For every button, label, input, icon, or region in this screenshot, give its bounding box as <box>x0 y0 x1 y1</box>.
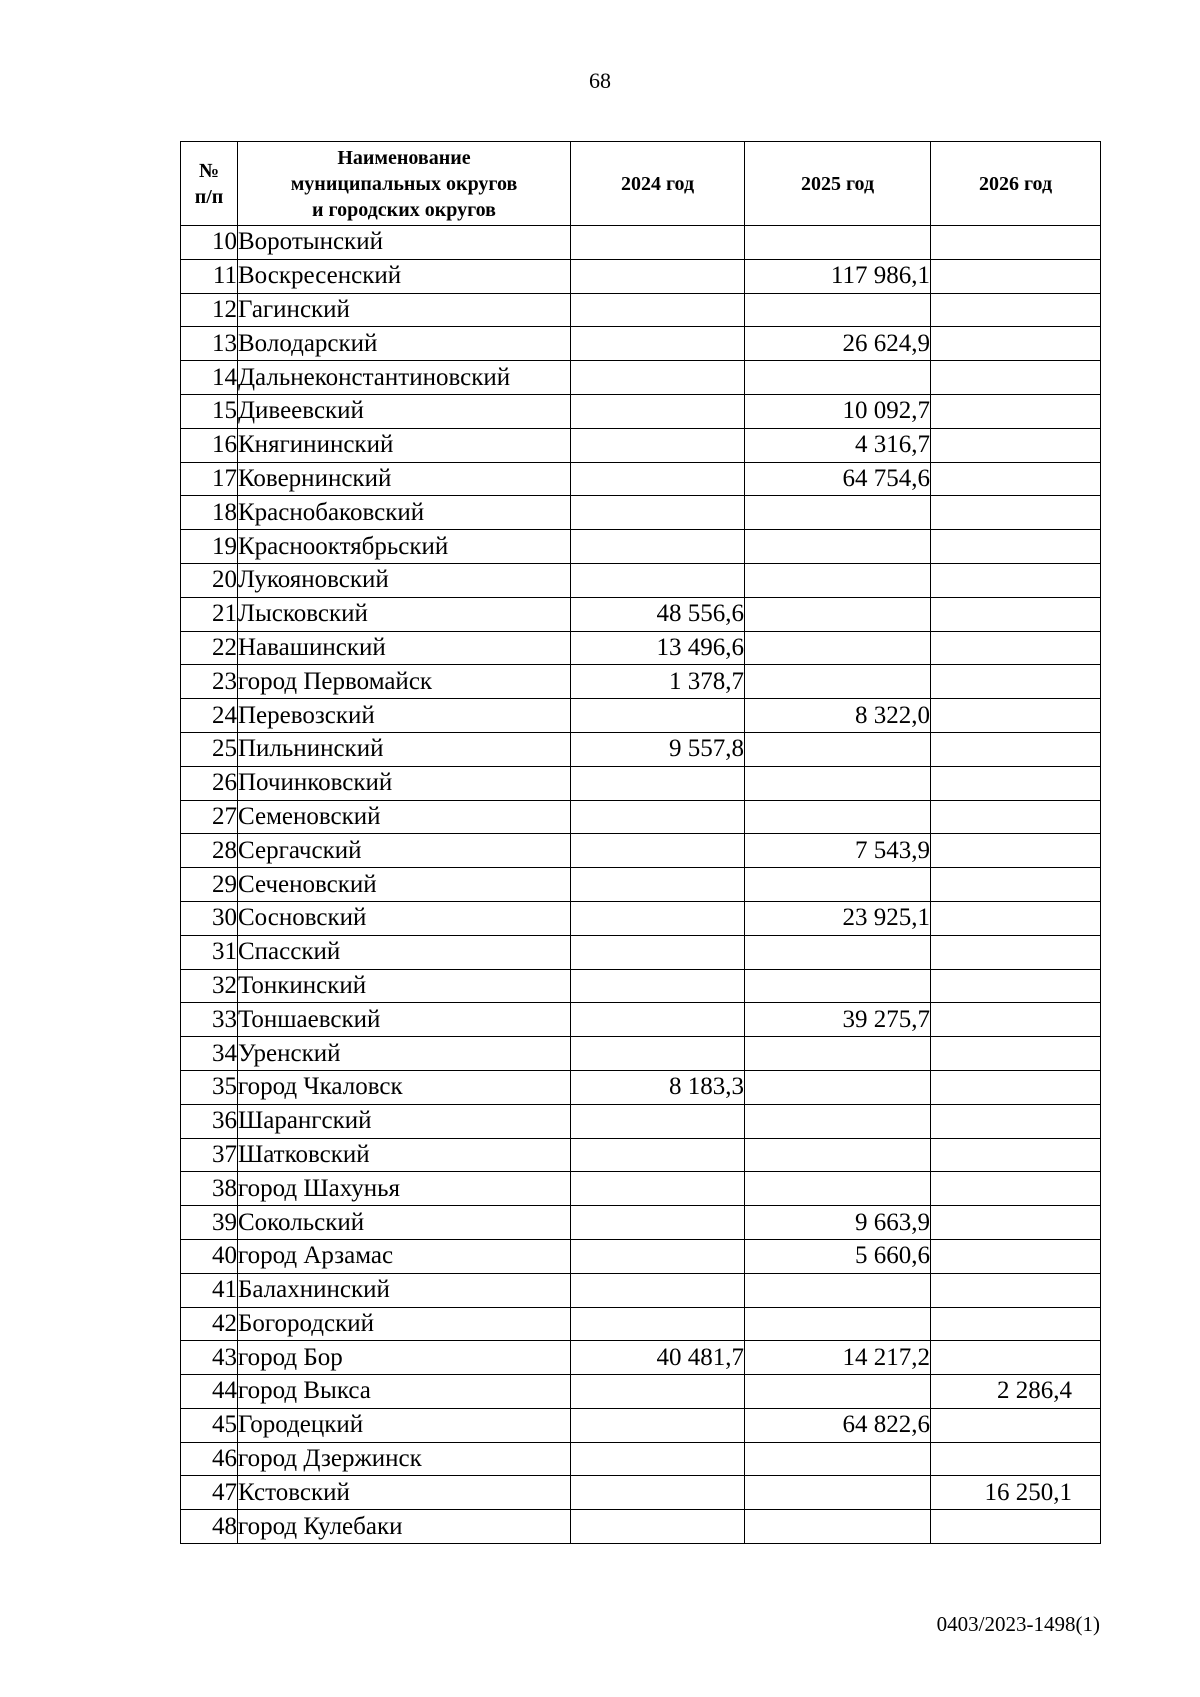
value-2026-cell <box>931 1104 1101 1138</box>
value-2026-cell <box>931 1070 1101 1104</box>
district-name-cell: Навашинский <box>238 631 571 665</box>
value-2025-cell <box>745 1510 931 1544</box>
value-2024-cell <box>571 1037 745 1071</box>
value-2026-cell <box>931 1307 1101 1341</box>
row-number-cell: 37 <box>181 1138 238 1172</box>
value-2024-cell <box>571 834 745 868</box>
table-row <box>181 1172 1101 1206</box>
value-2024-cell: 8 183,3 <box>571 1070 745 1104</box>
value-2025-cell <box>745 293 931 327</box>
value-2025-cell <box>745 361 931 395</box>
table-row <box>181 226 1101 260</box>
value-2024-cell <box>571 969 745 1003</box>
district-name-cell: город Выкса <box>238 1375 571 1409</box>
table-row <box>181 1375 1101 1409</box>
row-number-cell: 42 <box>181 1307 238 1341</box>
table-row <box>181 462 1101 496</box>
district-name-cell: Шарангский <box>238 1104 571 1138</box>
table-row <box>181 394 1101 428</box>
row-number-cell: 44 <box>181 1375 238 1409</box>
value-2024-cell <box>571 1003 745 1037</box>
value-2026-cell <box>931 1442 1101 1476</box>
table-row <box>181 834 1101 868</box>
value-2025-cell: 39 275,7 <box>745 1003 931 1037</box>
col-header-number-line1: № <box>198 159 220 182</box>
value-2024-cell <box>571 361 745 395</box>
table-row <box>181 428 1101 462</box>
row-number-cell: 27 <box>181 800 238 834</box>
value-2026-cell <box>931 868 1101 902</box>
value-2024-cell <box>571 1206 745 1240</box>
value-2024-cell <box>571 1273 745 1307</box>
row-number-cell: 17 <box>181 462 238 496</box>
value-2026-cell <box>931 1206 1101 1240</box>
district-name-cell: город Кулебаки <box>238 1510 571 1544</box>
row-number-cell: 11 <box>181 259 238 293</box>
value-2024-cell <box>571 496 745 530</box>
value-2024-cell <box>571 1510 745 1544</box>
value-2025-cell: 26 624,9 <box>745 327 931 361</box>
table-row <box>181 766 1101 800</box>
row-number-cell: 36 <box>181 1104 238 1138</box>
value-2025-cell <box>745 1070 931 1104</box>
value-2026-cell <box>931 1172 1101 1206</box>
value-2026-cell <box>931 699 1101 733</box>
document-code: 0403/2023-1498(1) <box>936 1612 1100 1636</box>
district-name-cell: Краснооктябрьский <box>238 530 571 564</box>
table-row <box>181 1206 1101 1240</box>
value-2026-cell <box>931 1510 1101 1544</box>
value-2026-cell <box>931 1273 1101 1307</box>
value-2025-cell: 8 322,0 <box>745 699 931 733</box>
table-row <box>181 1037 1101 1071</box>
value-2024-cell <box>571 226 745 260</box>
district-name-cell: Воротынский <box>238 226 571 260</box>
value-2024-cell <box>571 1307 745 1341</box>
value-2026-cell <box>931 1003 1101 1037</box>
col-header-number <box>181 142 238 226</box>
table-row <box>181 563 1101 597</box>
district-name-cell: город Шахунья <box>238 1172 571 1206</box>
value-2025-cell <box>745 935 931 969</box>
district-name-cell: Шатковский <box>238 1138 571 1172</box>
row-number-cell: 21 <box>181 597 238 631</box>
value-2025-cell <box>745 665 931 699</box>
district-name-cell: Балахнинский <box>238 1273 571 1307</box>
col-header-name <box>238 142 571 226</box>
row-number-cell: 18 <box>181 496 238 530</box>
district-name-cell: Перевозский <box>238 699 571 733</box>
district-name-cell: город Чкаловск <box>238 1070 571 1104</box>
value-2025-cell <box>745 226 931 260</box>
value-2025-cell: 5 660,6 <box>745 1239 931 1273</box>
table-row <box>181 530 1101 564</box>
value-2026-cell <box>931 496 1101 530</box>
table-row <box>181 1003 1101 1037</box>
district-name-cell: Княгининский <box>238 428 571 462</box>
table-row <box>181 699 1101 733</box>
col-header-name-line2: муниципальных округов <box>290 172 518 195</box>
value-2026-cell <box>931 1341 1101 1375</box>
value-2026-cell <box>931 1037 1101 1071</box>
value-2024-cell <box>571 530 745 564</box>
district-name-cell: Сеченовский <box>238 868 571 902</box>
value-2024-cell <box>571 1104 745 1138</box>
table-row <box>181 1070 1101 1104</box>
value-2025-cell: 7 543,9 <box>745 834 931 868</box>
value-2024-cell: 48 556,6 <box>571 597 745 631</box>
value-2024-cell <box>571 901 745 935</box>
value-2024-cell <box>571 1442 745 1476</box>
value-2026-cell <box>931 800 1101 834</box>
row-number-cell: 34 <box>181 1037 238 1071</box>
table-row <box>181 935 1101 969</box>
row-number-cell: 10 <box>181 226 238 260</box>
col-header-name-line3: и городских округов <box>312 198 496 221</box>
row-number-cell: 46 <box>181 1442 238 1476</box>
value-2026-cell <box>931 327 1101 361</box>
value-2026-cell <box>931 834 1101 868</box>
district-name-cell: Лукояновский <box>238 563 571 597</box>
row-number-cell: 41 <box>181 1273 238 1307</box>
table-row <box>181 1273 1101 1307</box>
value-2024-cell <box>571 293 745 327</box>
value-2026-cell <box>931 935 1101 969</box>
municipal-districts-table <box>180 141 1101 1544</box>
value-2026-cell <box>931 361 1101 395</box>
value-2026-cell <box>931 665 1101 699</box>
table-row <box>181 1476 1101 1510</box>
row-number-cell: 22 <box>181 631 238 665</box>
value-2026-cell <box>931 394 1101 428</box>
value-2024-cell: 9 557,8 <box>571 732 745 766</box>
value-2025-cell <box>745 969 931 1003</box>
col-header-2025: 2025 год <box>745 142 931 226</box>
district-name-cell: Гагинский <box>238 293 571 327</box>
table-row <box>181 1138 1101 1172</box>
district-name-cell: Краснобаковский <box>238 496 571 530</box>
value-2025-cell <box>745 1037 931 1071</box>
value-2025-cell: 9 663,9 <box>745 1206 931 1240</box>
value-2025-cell: 64 754,6 <box>745 462 931 496</box>
value-2025-cell: 10 092,7 <box>745 394 931 428</box>
row-number-cell: 39 <box>181 1206 238 1240</box>
value-2024-cell <box>571 563 745 597</box>
row-number-cell: 40 <box>181 1239 238 1273</box>
value-2025-cell: 4 316,7 <box>745 428 931 462</box>
row-number-cell: 26 <box>181 766 238 800</box>
value-2026-cell <box>931 226 1101 260</box>
row-number-cell: 28 <box>181 834 238 868</box>
value-2024-cell: 13 496,6 <box>571 631 745 665</box>
col-header-number-line2: п/п <box>194 185 224 208</box>
value-2025-cell <box>745 1138 931 1172</box>
table-row <box>181 1239 1101 1273</box>
table-row <box>181 901 1101 935</box>
value-2026-cell <box>931 732 1101 766</box>
row-number-cell: 14 <box>181 361 238 395</box>
value-2025-cell <box>745 1442 931 1476</box>
value-2025-cell <box>745 1307 931 1341</box>
district-name-cell: Лысковский <box>238 597 571 631</box>
value-2026-cell: 16 250,1 <box>931 1476 1101 1510</box>
row-number-cell: 38 <box>181 1172 238 1206</box>
value-2026-cell <box>931 563 1101 597</box>
value-2024-cell <box>571 800 745 834</box>
row-number-cell: 20 <box>181 563 238 597</box>
row-number-cell: 31 <box>181 935 238 969</box>
value-2024-cell <box>571 1476 745 1510</box>
col-header-name-line1: Наименование <box>337 146 471 169</box>
table-row <box>181 1307 1101 1341</box>
district-name-cell: Сергачский <box>238 834 571 868</box>
row-number-cell: 19 <box>181 530 238 564</box>
value-2026-cell <box>931 530 1101 564</box>
district-name-cell: Уренский <box>238 1037 571 1071</box>
value-2025-cell <box>745 766 931 800</box>
value-2025-cell: 64 822,6 <box>745 1408 931 1442</box>
value-2025-cell <box>745 530 931 564</box>
value-2025-cell <box>745 1375 931 1409</box>
value-2026-cell <box>931 597 1101 631</box>
value-2026-cell <box>931 1408 1101 1442</box>
row-number-cell: 13 <box>181 327 238 361</box>
table-row <box>181 732 1101 766</box>
row-number-cell: 29 <box>181 868 238 902</box>
value-2024-cell <box>571 699 745 733</box>
district-name-cell: Сокольский <box>238 1206 571 1240</box>
row-number-cell: 12 <box>181 293 238 327</box>
table-row <box>181 597 1101 631</box>
district-name-cell: Богородский <box>238 1307 571 1341</box>
row-number-cell: 35 <box>181 1070 238 1104</box>
value-2025-cell <box>745 597 931 631</box>
district-name-cell: Дивеевский <box>238 394 571 428</box>
value-2024-cell <box>571 1172 745 1206</box>
district-name-cell: город Первомайск <box>238 665 571 699</box>
value-2026-cell <box>931 969 1101 1003</box>
table-row <box>181 969 1101 1003</box>
value-2024-cell <box>571 935 745 969</box>
table-row <box>181 868 1101 902</box>
value-2024-cell <box>571 766 745 800</box>
value-2024-cell <box>571 462 745 496</box>
table-row <box>181 800 1101 834</box>
district-name-cell: Воскресенский <box>238 259 571 293</box>
value-2025-cell <box>745 1273 931 1307</box>
district-name-cell: Пильнинский <box>238 732 571 766</box>
table-row <box>181 259 1101 293</box>
row-number-cell: 15 <box>181 394 238 428</box>
value-2024-cell <box>571 1138 745 1172</box>
table-row <box>181 1104 1101 1138</box>
value-2024-cell <box>571 868 745 902</box>
table-row <box>181 1442 1101 1476</box>
district-name-cell: Кстовский <box>238 1476 571 1510</box>
value-2025-cell <box>745 496 931 530</box>
value-2025-cell <box>745 1172 931 1206</box>
table-header-row <box>181 142 1101 226</box>
value-2025-cell: 23 925,1 <box>745 901 931 935</box>
row-number-cell: 48 <box>181 1510 238 1544</box>
value-2026-cell <box>931 1138 1101 1172</box>
table-row <box>181 631 1101 665</box>
page-number: 68 <box>589 68 611 93</box>
value-2026-cell <box>931 1239 1101 1273</box>
value-2024-cell <box>571 1408 745 1442</box>
value-2024-cell <box>571 394 745 428</box>
table-row <box>181 1408 1101 1442</box>
value-2025-cell <box>745 732 931 766</box>
value-2026-cell <box>931 766 1101 800</box>
value-2025-cell: 14 217,2 <box>745 1341 931 1375</box>
district-name-cell: Тонкинский <box>238 969 571 1003</box>
value-2024-cell: 1 378,7 <box>571 665 745 699</box>
row-number-cell: 32 <box>181 969 238 1003</box>
value-2024-cell: 40 481,7 <box>571 1341 745 1375</box>
district-name-cell: Тоншаевский <box>238 1003 571 1037</box>
col-header-2024: 2024 год <box>571 142 745 226</box>
table-row <box>181 496 1101 530</box>
district-name-cell: Спасский <box>238 935 571 969</box>
district-name-cell: город Дзержинск <box>238 1442 571 1476</box>
value-2025-cell <box>745 631 931 665</box>
row-number-cell: 16 <box>181 428 238 462</box>
table-row <box>181 361 1101 395</box>
col-header-2026: 2026 год <box>931 142 1101 226</box>
row-number-cell: 30 <box>181 901 238 935</box>
value-2026-cell <box>931 462 1101 496</box>
district-name-cell: Володарский <box>238 327 571 361</box>
table-row <box>181 1510 1101 1544</box>
row-number-cell: 47 <box>181 1476 238 1510</box>
value-2024-cell <box>571 1375 745 1409</box>
table-row <box>181 293 1101 327</box>
row-number-cell: 43 <box>181 1341 238 1375</box>
table-row <box>181 327 1101 361</box>
value-2024-cell <box>571 327 745 361</box>
value-2025-cell <box>745 868 931 902</box>
value-2026-cell <box>931 631 1101 665</box>
row-number-cell: 24 <box>181 699 238 733</box>
value-2024-cell <box>571 1239 745 1273</box>
row-number-cell: 33 <box>181 1003 238 1037</box>
value-2026-cell <box>931 293 1101 327</box>
row-number-cell: 25 <box>181 732 238 766</box>
district-name-cell: город Арзамас <box>238 1239 571 1273</box>
value-2025-cell <box>745 1104 931 1138</box>
value-2025-cell <box>745 1476 931 1510</box>
value-2026-cell <box>931 259 1101 293</box>
table-row <box>181 665 1101 699</box>
table-body <box>181 226 1101 1544</box>
district-name-cell: город Бор <box>238 1341 571 1375</box>
value-2024-cell <box>571 428 745 462</box>
district-name-cell: Починковский <box>238 766 571 800</box>
value-2025-cell: 117 986,1 <box>745 259 931 293</box>
row-number-cell: 23 <box>181 665 238 699</box>
value-2026-cell <box>931 901 1101 935</box>
row-number-cell: 45 <box>181 1408 238 1442</box>
value-2026-cell: 2 286,4 <box>931 1375 1101 1409</box>
value-2025-cell <box>745 563 931 597</box>
value-2024-cell <box>571 259 745 293</box>
table-row <box>181 1341 1101 1375</box>
value-2025-cell <box>745 800 931 834</box>
district-name-cell: Городецкий <box>238 1408 571 1442</box>
value-2026-cell <box>931 428 1101 462</box>
district-name-cell: Семеновский <box>238 800 571 834</box>
district-name-cell: Ковернинский <box>238 462 571 496</box>
district-name-cell: Дальнеконстантиновский <box>238 361 571 395</box>
district-name-cell: Сосновский <box>238 901 571 935</box>
